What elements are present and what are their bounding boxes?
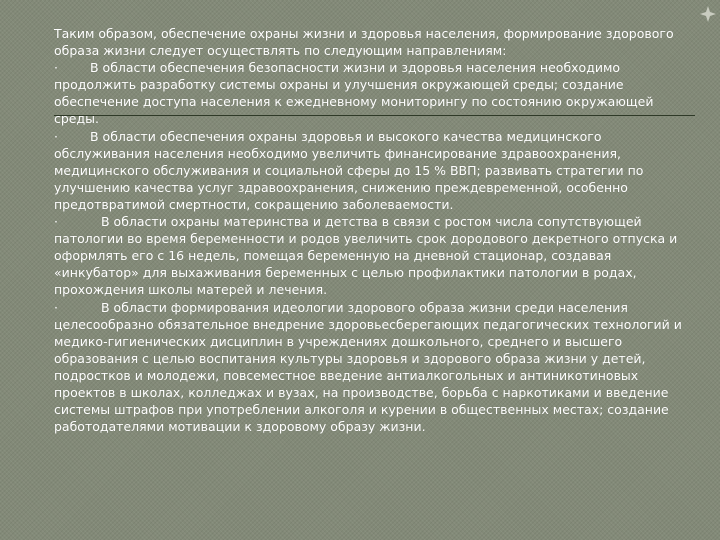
- list-item: [54, 299, 699, 436]
- list-item-text: В области охраны материнства и детства в связи с ростом числа сопутствующей патологии во время беременности и родов увеличить срок дородового декретного отпуска и оформлять его с 16 недель, помещая беременную на дневной стационар, создавая «инкубатор» для выхаживания беременных с целью профилактики патологии в родах, прохождения школы матерей и лечения.: [54, 214, 678, 298]
- list-item-text: В области формирования идеологии здорового образа жизни среди населения целесообразно обязательное внедрение здоровьесберегающих педагогических технологий и медико-гигиенических дисциплин в учреждениях дошкольного, среднего и высшего образования с целью воспитания культуры здоровья и здорового образа жизни у детей, подростков и молодежи, повсеместное введение антиалкогольных и антиникотиновых проектов в школах, колледжах и вузах, на производстве, борьба с наркотиками и введение системы штрафов при употреблении алкоголя и курении в общественных местах; создание работодателями мотивации к здоровому образу жизни.: [54, 299, 682, 435]
- list-item: [54, 128, 699, 213]
- intro-paragraph: Таким образом, обеспечение охраны жизни и здоровья населения, формирование здорового образа жизни следует осуществлять по следующим направлениям:: [54, 26, 674, 59]
- bullet-marker: ·: [54, 214, 58, 230]
- list-item: [54, 213, 699, 298]
- bullet-marker: ·: [54, 299, 58, 315]
- list-item-text: В области обеспечения безопасности жизни и здоровья населения необходимо продолжить разработку системы охраны и улучшения окружающей среды; создание обеспечение доступа населения к ежедневному мониторингу по состоянию окружающей среды.: [54, 60, 654, 127]
- list-item: [54, 59, 699, 127]
- bullet-marker: ·: [54, 128, 58, 144]
- slide-body-text: [54, 25, 699, 435]
- bullet-marker: ·: [54, 60, 58, 76]
- list-item-text: В области обеспечения охраны здоровья и высокого качества медицинского обслуживания населения необходимо увеличить финансирование здравоохранения, медицинского обслуживания и социальной сферы до 15 % ВВП; развивать стратегии по улучшению качества услуг здравоохранения, снижению преждевременной, особенно предотвратимой смертности, сокращению заболеваемости.: [54, 128, 644, 212]
- slide-corner-ornament-icon: [700, 6, 716, 22]
